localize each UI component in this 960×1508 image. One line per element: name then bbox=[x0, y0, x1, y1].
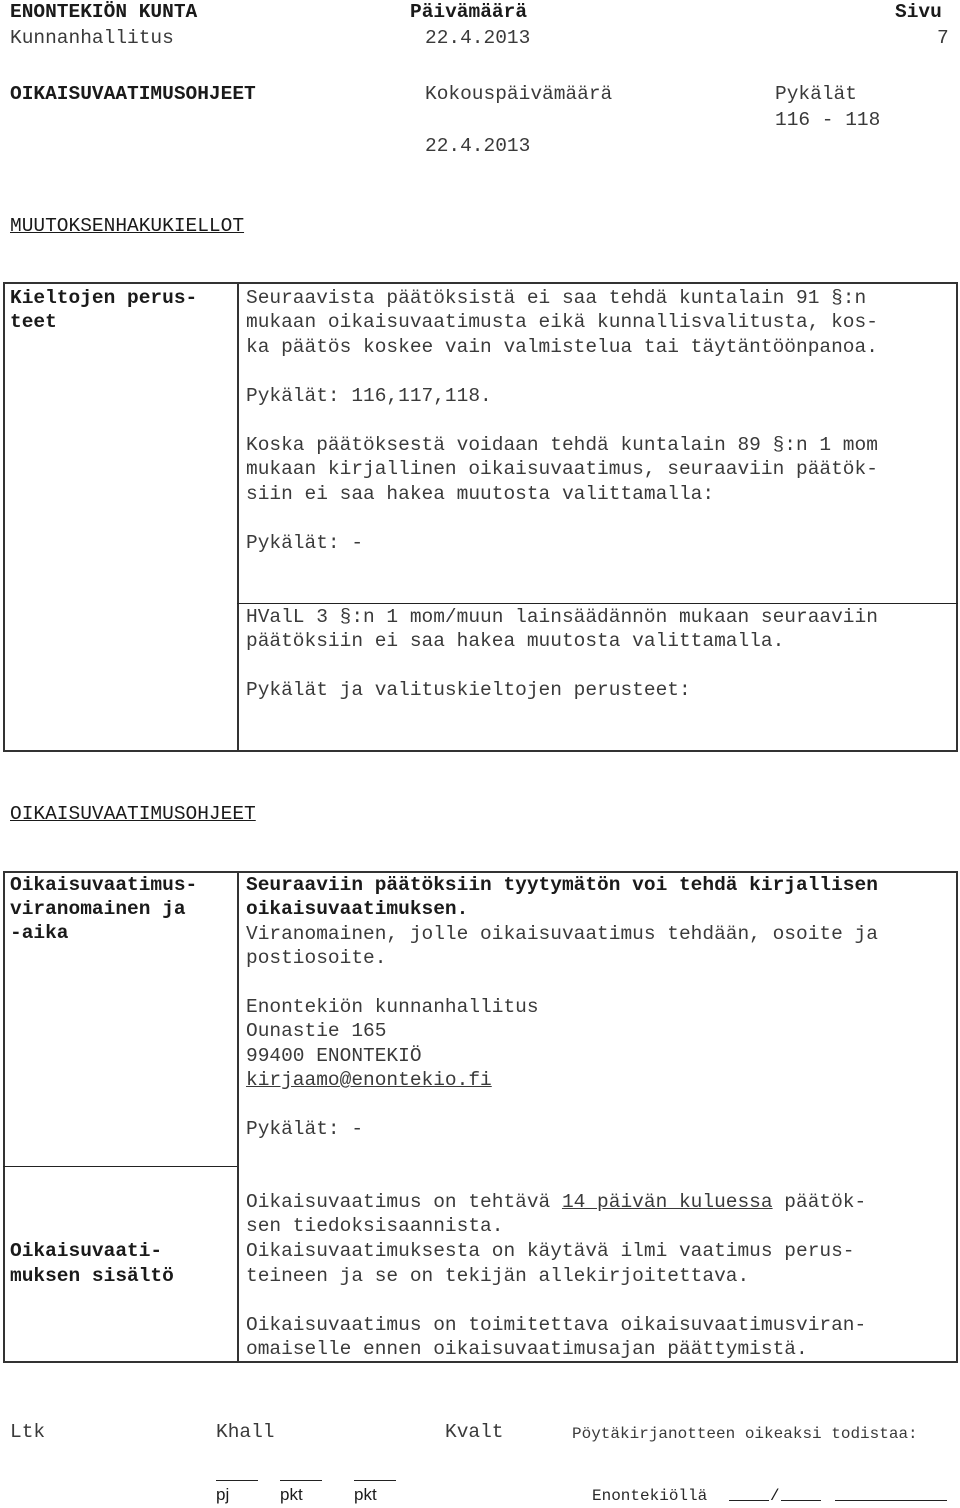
content-line: teineen ja se on tekijän allekirjoitettava. bbox=[246, 1265, 750, 1287]
org-name: ENONTEKIÖN KUNTA bbox=[10, 1, 198, 23]
footer-pj: pj bbox=[216, 1485, 230, 1504]
ban-p3-sections: Pykälät ja valituskieltojen perusteet: bbox=[246, 679, 691, 701]
deadline-days: 14 päivän kuluessa bbox=[561, 1191, 773, 1213]
footer-khall: Khall bbox=[216, 1421, 275, 1443]
date-value: 22.4.2013 bbox=[425, 27, 531, 49]
ban-p3-line: HValL 3 §:n 1 mom/muun lainsäädännön mukaan seuraaviin bbox=[246, 606, 878, 628]
sections-label: Pykälät bbox=[775, 83, 857, 105]
content-line-deadline bbox=[246, 1190, 866, 1214]
footer-place: Enontekiöllä bbox=[592, 1487, 708, 1505]
ban-p2-line: mukaan kirjallinen oikaisuvaatimus, seuraaviin päätök- bbox=[246, 458, 878, 480]
pkt1-line bbox=[280, 1480, 322, 1481]
address-name: Enontekiön kunnanhallitus bbox=[246, 996, 539, 1018]
content-label-2: muksen sisältö bbox=[10, 1265, 174, 1287]
deadline-text-end: päätök- bbox=[772, 1191, 867, 1213]
footer-pkt: pkt bbox=[280, 1485, 303, 1504]
footer-slash: / bbox=[770, 1487, 780, 1505]
page-number: 7 bbox=[937, 27, 949, 49]
address-city: 99400 ENONTEKIÖ bbox=[246, 1045, 422, 1067]
footer-kvalt: Kvalt bbox=[445, 1421, 504, 1443]
authority-label-2: viranomainen ja bbox=[10, 898, 186, 920]
authority-sections: Pykälät: - bbox=[246, 1118, 364, 1140]
authority-text-line: oikaisuvaatimuksen. bbox=[246, 898, 469, 920]
instructions-heading: OIKAISUVAATIMUSOHJEET bbox=[10, 803, 256, 825]
appeal-bans-divider bbox=[237, 282, 239, 752]
date-label: Päivämäärä bbox=[410, 1, 528, 23]
year-line bbox=[835, 1500, 947, 1501]
body-name: Kunnanhallitus bbox=[10, 27, 174, 49]
content-line: sen tiedoksisaannista. bbox=[246, 1215, 504, 1237]
pkt2-line bbox=[354, 1480, 396, 1481]
ban-p1-line: Seuraavista päätöksistä ei saa tehdä kuntalain 91 §:n bbox=[246, 287, 867, 309]
doc-title: OIKAISUVAATIMUSOHJEET bbox=[10, 83, 256, 105]
authority-label-3: -aika bbox=[10, 922, 69, 944]
ban-separator bbox=[237, 603, 958, 604]
ban-basis-label-1: Kieltojen perus- bbox=[10, 287, 198, 309]
pj-line bbox=[216, 1480, 258, 1481]
ban-p2-line: Koska päätöksestä voidaan tehdä kuntalain 89 §:n 1 mom bbox=[246, 434, 878, 456]
sections-value: 116 - 118 bbox=[775, 109, 881, 131]
deadline-text: Oikaisuvaatimus on tehtävä bbox=[246, 1191, 562, 1213]
ban-p3-line: päätöksiin ei saa hakea muutosta valittamalla. bbox=[246, 630, 785, 652]
appeal-bans-heading: MUUTOKSENHAKUKIELLOT bbox=[10, 215, 245, 237]
content-line: omaiselle ennen oikaisuvaatimusajan päättymistä. bbox=[246, 1338, 808, 1360]
footer-pkt: pkt bbox=[354, 1485, 377, 1504]
ban-p1-line: mukaan oikaisuvaatimusta eikä kunnallisvalitusta, kos- bbox=[246, 311, 878, 333]
meeting-date-value: 22.4.2013 bbox=[425, 135, 531, 157]
instructions-left-separator bbox=[3, 1166, 237, 1167]
day-line bbox=[729, 1500, 769, 1501]
authority-text-line: Viranomainen, jolle oikaisuvaatimus tehdään, osoite ja bbox=[246, 923, 878, 945]
content-line: Oikaisuvaatimus on toimitettava oikaisuvaatimusviran- bbox=[246, 1314, 867, 1336]
ban-p1-line: ka päätös koskee vain valmistelua tai täytäntöönpanoa. bbox=[246, 336, 878, 358]
content-label-1: Oikaisuvaati- bbox=[10, 1240, 163, 1262]
address-street: Ounastie 165 bbox=[246, 1020, 387, 1042]
footer-certify: Pöytäkirjanotteen oikeaksi todistaa: bbox=[572, 1425, 918, 1443]
authority-text-line: Seuraaviin päätöksiin tyytymätön voi tehdä kirjallisen bbox=[246, 874, 878, 896]
ban-basis-label-2: teet bbox=[10, 311, 57, 333]
address-email-link[interactable]: kirjaamo@enontekio.fi bbox=[246, 1069, 492, 1091]
footer-ltk: Ltk bbox=[10, 1421, 46, 1443]
ban-p2-line: siin ei saa hakea muutosta valittamalla: bbox=[246, 483, 715, 505]
ban-p1-sections: Pykälät: 116,117,118. bbox=[246, 385, 492, 407]
meeting-date-label: Kokouspäivämäärä bbox=[425, 83, 613, 105]
authority-text-line: postiosoite. bbox=[246, 947, 387, 969]
authority-label-1: Oikaisuvaatimus- bbox=[10, 874, 198, 896]
month-line bbox=[781, 1500, 821, 1501]
instructions-divider bbox=[237, 871, 239, 1363]
page-label: Sivu bbox=[895, 1, 942, 23]
content-line: Oikaisuvaatimuksesta on käytävä ilmi vaatimus perus- bbox=[246, 1240, 855, 1262]
ban-p2-sections: Pykälät: - bbox=[246, 532, 364, 554]
